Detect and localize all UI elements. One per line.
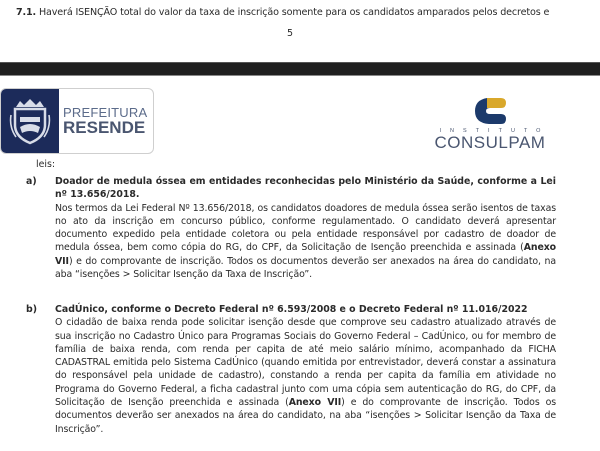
item-body-text-cont: ) e do comprovante de inscrição. Todos os documentos deverão ser anexados na área do candidato, na aba “isenções > Solicitar Isenção da Taxa de Inscrição”. <box>55 397 556 435</box>
item-body-text: O cidadão de baixa renda pode solicitar isenção desde que comprove seu cadastro atualizado através de sua inscrição no Cadastro Único para Programas Sociais do Governo Federal – CadÚnico, ou for membro de família de baixa renda, com renda per capita de até meio salário mínimo, acompanhado da FICHA CADASTRAL emitida pelo Sistema CadÚnico (quando emitida por entrevistador, deverá constar a assinatura do responsável pela unidade de cadastro), constando a renda per capita da família em atividade no Programa do Governo Federal, a ficha cadastral junto com uma cópia sem autenticação do RG, do CPF, da Solicitação de Isenção preenchida e assinada ( <box>55 317 556 409</box>
section-7-1-intro <box>16 7 596 18</box>
page-divider <box>0 62 600 76</box>
logo-line-instituto: INSTITUTO <box>439 128 550 134</box>
item-heading: Doador de medula óssea em entidades reconhecidas pelo Ministério da Saúde, conforme a Lei nº 13.656/2018. <box>55 176 556 201</box>
logo-line-prefeitura: PREFEITURA <box>63 105 148 120</box>
section-intro-text: Haverá ISENÇÃO total do valor da taxa de inscrição somente para os candidatos amparados pelos decretos e <box>36 7 550 18</box>
exemption-item-b <box>26 303 556 436</box>
item-body <box>55 316 556 436</box>
item-marker: b) <box>26 304 37 315</box>
exemption-item-a <box>26 175 556 281</box>
section-number: 7.1. <box>16 7 37 18</box>
laws-intro: leis: <box>36 159 56 170</box>
item-body <box>55 202 556 282</box>
item-body-text-cont: ) e do comprovante de inscrição. Todos os documentos deverão ser anexados na área do candidato, na aba “isenções > Solicitar Isenção da Taxa de Inscrição”. <box>55 255 556 281</box>
prefeitura-resende-logo <box>0 88 154 154</box>
item-marker: a) <box>26 176 37 187</box>
consulpam-c-mark-icon <box>473 96 507 126</box>
item-heading: CadÚnico, conforme o Decreto Federal nº 6.593/2008 e o Decreto Federal nº 11.016/2022 <box>55 304 528 315</box>
logo-line-resende: RESENDE <box>63 118 146 137</box>
logo-line-consulpam: CONSULPAM <box>434 133 546 152</box>
item-body-text: Nos termos da Lei Federal Nº 13.656/2018, os candidatos doadores de medula óssea serão isentos de taxas no ato da inscrição em concurso público, conforme regulamentado. O candidato deverá apresentar documento expedido pela entidade coletora ou pela entidade responsável por cadastro de doador de medula óssea, bem como cópia do RG, do CPF, da Solicitação de Isenção preenchida e assinada ( <box>55 202 556 254</box>
instituto-consulpam-logo <box>420 96 560 156</box>
page-number: 5 <box>286 28 294 39</box>
annex-reference: Anexo VII <box>55 242 556 267</box>
annex-reference: Anexo VII <box>288 397 342 409</box>
coat-of-arms-icon <box>1 89 59 153</box>
